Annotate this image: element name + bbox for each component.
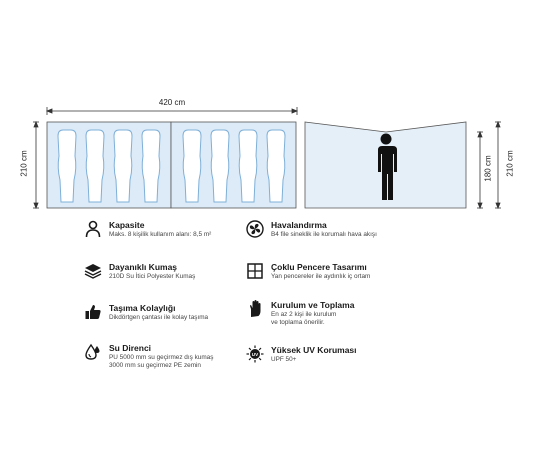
feature-desc: Maks. 8 kişilik kullanım alanı: 8,5 m² bbox=[109, 231, 212, 238]
feature-title: Dayanıklı Kumaş bbox=[109, 262, 178, 272]
width-dimension-line bbox=[47, 107, 297, 115]
feature-title: Kapasite bbox=[109, 220, 145, 230]
feature-title: Su Direnci bbox=[109, 343, 152, 353]
feature-desc: PU 5000 mm su geçirmez dış kumaş 3000 mm su geçirmez PE zemin bbox=[109, 354, 214, 369]
width-label: 420 cm bbox=[158, 98, 186, 107]
feature-desc: B4 file sineklik ile korumalı hava akışı bbox=[271, 231, 377, 238]
water-drop-icon bbox=[84, 343, 102, 361]
feature-title: Havalandırma bbox=[271, 220, 327, 230]
door-height-dimension-line bbox=[477, 132, 483, 208]
feature-title: Çoklu Pencere Tasarımı bbox=[271, 262, 367, 272]
uv-shield-icon bbox=[246, 345, 264, 363]
hand-icon bbox=[246, 300, 264, 318]
depth-label: 210 cm bbox=[19, 150, 29, 177]
thumbs-up-icon bbox=[84, 303, 102, 321]
feature-title: Taşıma Kolaylığı bbox=[109, 303, 176, 313]
feature-desc: 210D Su İtici Polyester Kumaş bbox=[109, 273, 196, 280]
feature-desc: En az 2 kişi ile kurulum ve toplama önerilir. bbox=[271, 311, 337, 326]
feature-desc: UPF 50+ bbox=[271, 356, 297, 363]
person-icon bbox=[84, 220, 102, 238]
depth-dimension-line bbox=[33, 122, 39, 208]
feature-title: Yüksek UV Koruması bbox=[271, 345, 357, 355]
feature-desc: Dikdörtgen çantası ile kolay taşıma bbox=[109, 314, 209, 321]
svg-text:UV: UV bbox=[251, 352, 259, 357]
feature-desc: Yan pencereler ile aydınlık iç ortam bbox=[271, 273, 371, 280]
door-height-label: 180 cm bbox=[483, 155, 493, 182]
window-icon bbox=[246, 262, 264, 280]
layers-icon bbox=[84, 262, 102, 280]
side-height-dimension-line bbox=[495, 122, 501, 208]
fan-icon bbox=[246, 220, 264, 238]
feature-title: Kurulum ve Toplama bbox=[271, 300, 355, 310]
floor-plan bbox=[0, 0, 543, 215]
side-height-label: 210 cm bbox=[505, 150, 515, 177]
